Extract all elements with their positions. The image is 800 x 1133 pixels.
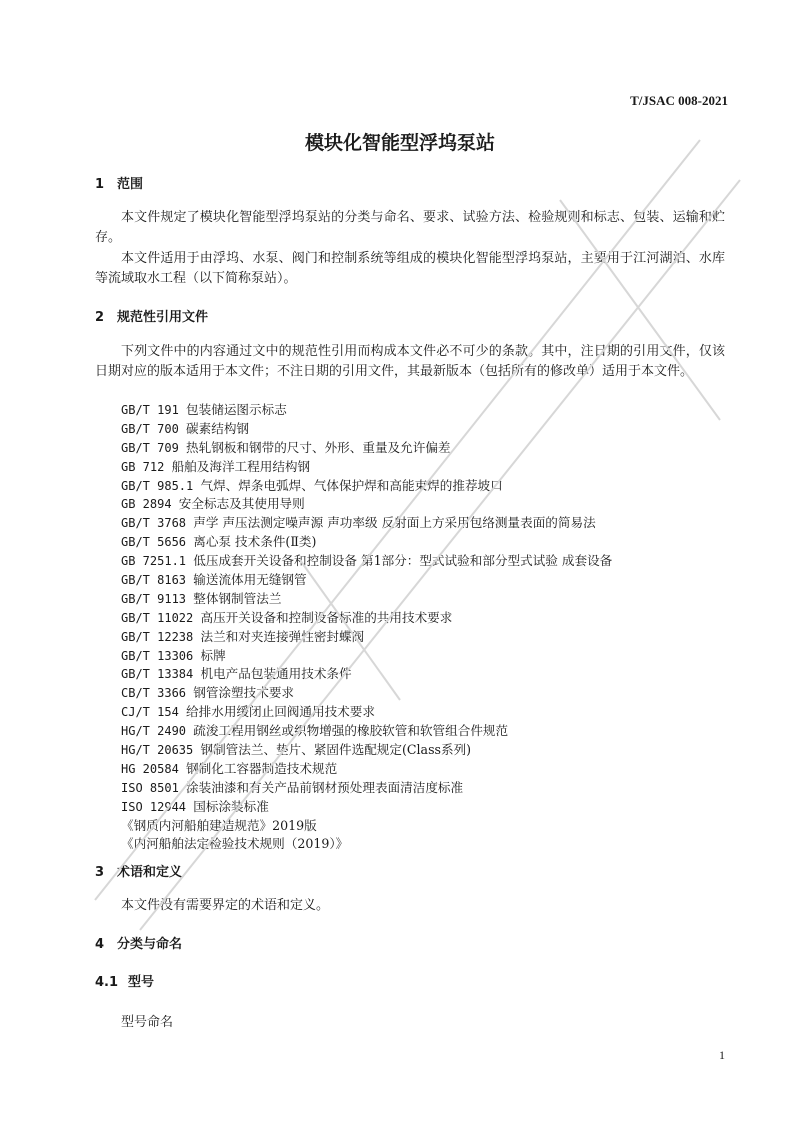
reference-title: 涂装油漆和有关产品前钢材预处理表面清洁度标准 bbox=[186, 779, 464, 795]
document-code: T/JSAC 008-2021 bbox=[630, 93, 728, 108]
reference-code: ISO 8501 bbox=[121, 780, 187, 795]
reference-title: 离心泵 技术条件(Ⅱ类) bbox=[193, 534, 317, 550]
section-1-heading bbox=[95, 173, 143, 192]
section-2-heading bbox=[95, 306, 208, 325]
reference-item bbox=[121, 552, 612, 571]
reference-code: CJ/T 154 bbox=[121, 705, 187, 720]
reference-code: ISO 12944 bbox=[121, 799, 194, 814]
reference-title: 高压开关设备和控制设备标准的共用技术要求 bbox=[200, 609, 453, 625]
section-title: 术语和定义 bbox=[117, 865, 183, 880]
reference-item bbox=[121, 722, 612, 741]
reference-code: GB/T 8163 bbox=[121, 573, 194, 588]
reference-title: 《内河船舶法定检验技术规则（2019）》 bbox=[121, 836, 349, 852]
reference-title: 包装储运图示标志 bbox=[186, 402, 287, 417]
reference-title: 法兰和对夹连接弹性密封蝶阀 bbox=[200, 628, 365, 644]
reference-code: CB/T 3366 bbox=[121, 686, 194, 701]
reference-code: GB/T 9113 bbox=[121, 591, 194, 606]
section-4-heading bbox=[95, 933, 182, 952]
reference-item bbox=[121, 760, 612, 779]
reference-code: GB/T 3768 bbox=[121, 516, 194, 531]
section-number: 4 bbox=[95, 937, 105, 952]
reference-title: 钢制化工容器制造技术规范 bbox=[186, 760, 338, 776]
subsection-title: 型号 bbox=[128, 975, 155, 990]
reference-title: 机电产品包装通用技术条件 bbox=[200, 666, 352, 682]
section-title: 范围 bbox=[117, 177, 144, 192]
subsection-4-1-paragraph: 型号命名 bbox=[121, 1015, 174, 1030]
reference-code: GB/T 191 bbox=[121, 403, 187, 417]
reference-code: GB 712 bbox=[121, 459, 172, 474]
document-title: 模块化智能型浮坞泵站 bbox=[304, 132, 495, 154]
reference-title: 热轧钢板和钢带的尺寸、外形、重量及允许偏差 bbox=[186, 439, 451, 455]
reference-item bbox=[121, 420, 612, 439]
reference-title: 国标涂装标准 bbox=[193, 798, 269, 814]
reference-title: 钢制管法兰、垫片、紧固件选配规定(Class系列) bbox=[200, 742, 472, 758]
section-number: 3 bbox=[95, 865, 105, 880]
reference-title: 标牌 bbox=[200, 647, 226, 663]
section-title: 规范性引用文件 bbox=[117, 310, 209, 325]
reference-item bbox=[121, 628, 612, 647]
reference-item bbox=[121, 514, 612, 533]
reference-title: 钢管涂塑技术要求 bbox=[193, 685, 294, 701]
reference-item bbox=[121, 439, 612, 458]
reference-list bbox=[121, 401, 612, 854]
reference-item bbox=[121, 665, 612, 684]
reference-item bbox=[121, 647, 612, 666]
reference-item bbox=[121, 590, 612, 609]
reference-code: GB/T 11022 bbox=[121, 610, 201, 625]
reference-code: GB/T 12238 bbox=[121, 629, 201, 644]
reference-code: GB/T 13384 bbox=[121, 667, 201, 682]
reference-title: 给排水用缓闭止回阀通用技术要求 bbox=[186, 704, 375, 720]
section-1-paragraph-1: 本文件规定了模块化智能型浮坞泵站的分类与命名、要求、试验方法、检验规则和标志、包装、运输和贮存。 bbox=[95, 210, 725, 245]
reference-title: 气焊、焊条电弧焊、气体保护焊和高能束焊的推荐坡口 bbox=[200, 477, 503, 493]
reference-title: 整体钢制管法兰 bbox=[193, 590, 282, 606]
reference-item bbox=[121, 741, 612, 760]
reference-item bbox=[121, 835, 612, 854]
reference-item bbox=[121, 495, 612, 514]
reference-code: HG/T 2490 bbox=[121, 724, 194, 739]
reference-item bbox=[121, 571, 612, 590]
section-number: 2 bbox=[95, 310, 105, 325]
section-number: 1 bbox=[95, 177, 105, 192]
page-number: 1 bbox=[719, 1048, 725, 1062]
reference-title: 船舶及海洋工程用结构钢 bbox=[171, 458, 311, 474]
reference-code: GB/T 13306 bbox=[121, 648, 201, 663]
reference-title: 碳素结构钢 bbox=[186, 420, 249, 436]
reference-item bbox=[121, 779, 612, 798]
reference-title: 输送流体用无缝钢管 bbox=[193, 572, 307, 588]
section-3-heading bbox=[95, 861, 182, 880]
reference-item bbox=[121, 477, 612, 496]
reference-code: GB 7251.1 bbox=[121, 554, 194, 569]
section-1-paragraph-2: 本文件适用于由浮坞、水泵、阀门和控制系统等组成的模块化智能型浮坞泵站，主要用于江河湖泊、水库等流域取水工程（以下简称泵站）。 bbox=[95, 251, 725, 286]
section-3-paragraph: 本文件没有需要界定的术语和定义。 bbox=[121, 898, 330, 913]
reference-item bbox=[121, 533, 612, 552]
reference-item bbox=[121, 684, 612, 703]
subsection-4-1-heading bbox=[95, 971, 154, 990]
subsection-number: 4.1 bbox=[95, 975, 119, 990]
reference-title: 安全标志及其使用导则 bbox=[178, 496, 305, 512]
reference-item bbox=[121, 798, 612, 817]
reference-code: HG 20584 bbox=[121, 761, 187, 776]
reference-item bbox=[121, 458, 612, 477]
reference-item bbox=[121, 609, 612, 628]
section-2-intro: 下列文件中的内容通过文中的规范性引用而构成本文件必不可少的条款。其中，注日期的引用文件，仅该日期对应的版本适用于本文件；不注日期的引用文件，其最新版本（包括所有的修改单）适用于本文件。 bbox=[95, 344, 725, 379]
reference-code: GB/T 700 bbox=[121, 421, 187, 436]
reference-item bbox=[121, 401, 612, 420]
reference-item bbox=[121, 817, 612, 836]
reference-item bbox=[121, 703, 612, 722]
reference-title: 声学 声压法测定噪声源 声功率级 反射面上方采用包络测量表面的简易法 bbox=[193, 515, 596, 531]
reference-code: GB/T 5656 bbox=[121, 535, 194, 550]
reference-code: GB/T 985.1 bbox=[121, 478, 201, 493]
reference-title: 疏浚工程用钢丝或织物增强的橡胶软管和软管组合件规范 bbox=[193, 723, 509, 739]
section-title: 分类与命名 bbox=[117, 937, 183, 952]
reference-title: 《钢质内河船舶建造规范》2019版 bbox=[121, 817, 317, 833]
reference-title: 低压成套开关设备和控制设备 第1部分：型式试验和部分型式试验 成套设备 bbox=[193, 553, 613, 569]
reference-code: GB/T 709 bbox=[121, 440, 187, 455]
reference-code: GB 2894 bbox=[121, 497, 179, 512]
reference-code: HG/T 20635 bbox=[121, 743, 201, 758]
